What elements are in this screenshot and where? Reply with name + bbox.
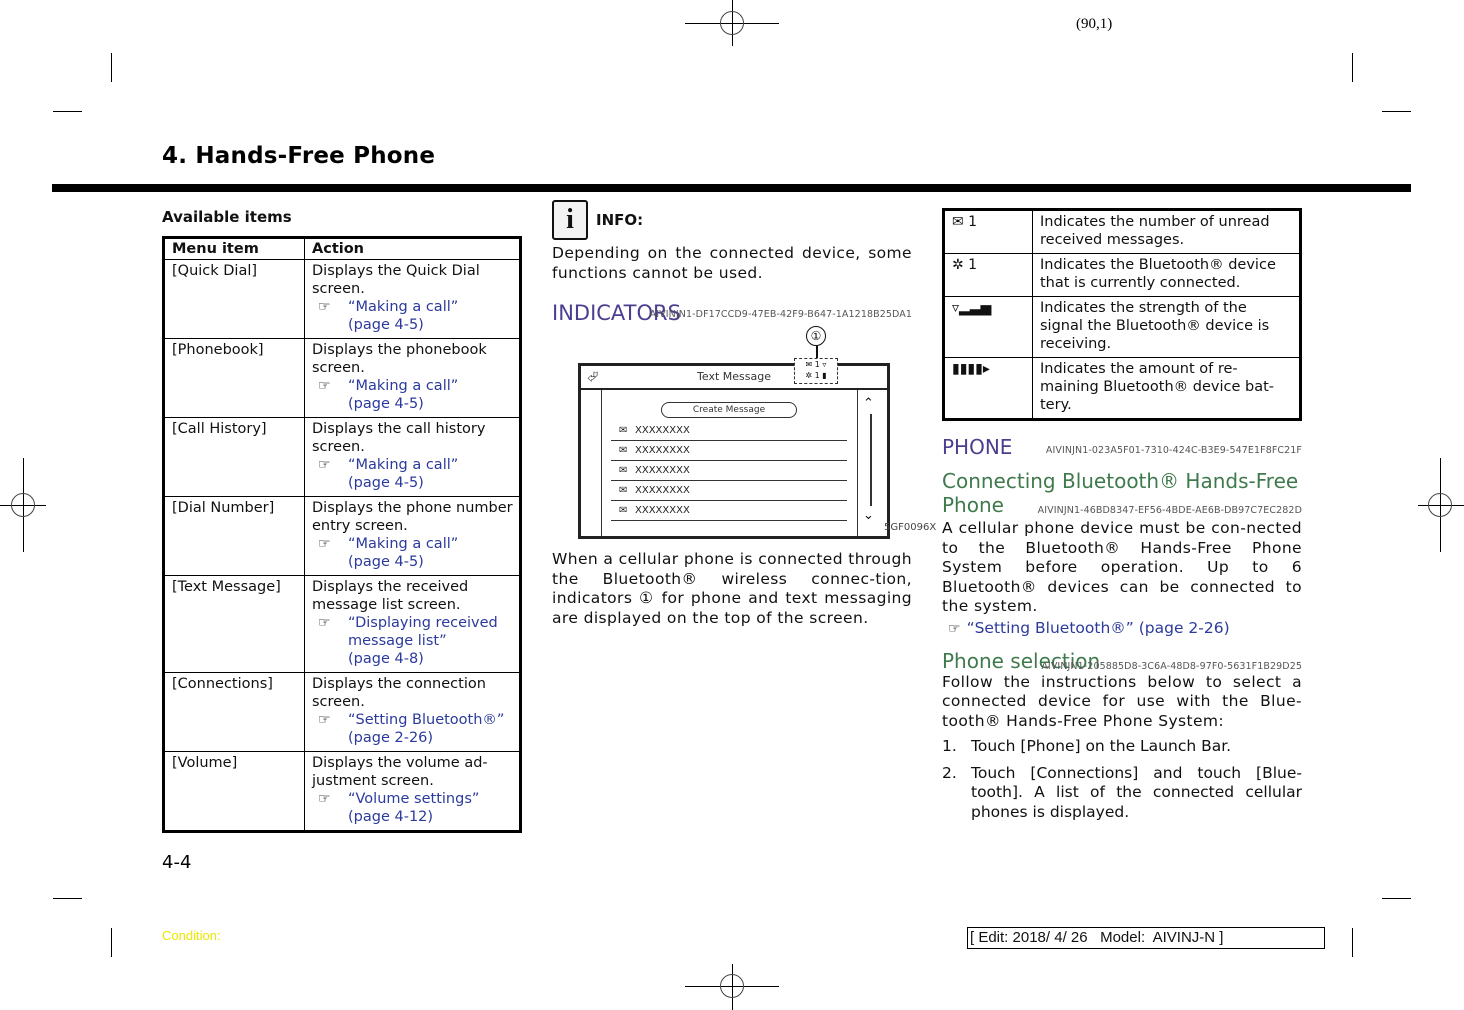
- cross-reference-link[interactable]: [942, 619, 1302, 637]
- table-row: [164, 418, 521, 497]
- menu-item-cell: [Quick Dial]: [164, 260, 305, 339]
- cross-reference-link[interactable]: [312, 456, 513, 492]
- reference-title: “Making a call”: [348, 378, 459, 394]
- right-column: [942, 208, 1302, 829]
- crop-mark: [111, 928, 112, 957]
- indicators-title: INDICATORS: [552, 301, 681, 325]
- indicators-heading: [552, 301, 912, 325]
- registration-circle-icon: [1428, 493, 1452, 517]
- crop-mark: [1382, 898, 1411, 899]
- connecting-heading: [942, 469, 1302, 517]
- crop-mark: [111, 53, 112, 82]
- info-header: [552, 200, 912, 240]
- pointing-hand-icon: ☞: [318, 791, 331, 807]
- callout-number: ①: [806, 326, 826, 346]
- phone-heading: [942, 435, 1302, 461]
- menu-item-cell: [Call History]: [164, 418, 305, 497]
- screen-frame: [578, 363, 890, 539]
- reference-title: “Making a call”: [348, 536, 459, 552]
- indicator-table: [942, 208, 1302, 421]
- step-text: Touch [Connections] and touch [Blue-tooth]. A list of the connected cellular phones is displayed.: [971, 763, 1302, 821]
- text-message-screen-figure: [578, 326, 888, 536]
- action-text: Displays the phonebook screen.: [312, 342, 487, 376]
- pointing-hand-icon: ☞: [318, 457, 331, 473]
- pointing-hand-icon: ☞: [318, 712, 331, 728]
- reference-page: (page 4-12): [348, 809, 434, 825]
- list-item: [942, 764, 1302, 823]
- table-row: [164, 576, 521, 673]
- reference-page: (page 2-26): [348, 730, 434, 746]
- available-items-section: [162, 208, 522, 833]
- table-header-row: [164, 238, 521, 260]
- menu-item-cell: [Phonebook]: [164, 339, 305, 418]
- condition-label: Condition:: [162, 928, 221, 943]
- reference-title: “Making a call”: [348, 299, 459, 315]
- connecting-title: Connecting Bluetooth® Hands-Free Phone: [942, 469, 1299, 517]
- reference-title: “Setting Bluetooth®”: [348, 712, 505, 728]
- table-row: [944, 358, 1301, 420]
- message-list-item: ✉ XXXXXXXX: [611, 422, 847, 441]
- envelope-closed-icon: ✉: [619, 425, 628, 436]
- crop-mark: [1352, 928, 1353, 957]
- reference-title: “Displaying received message list”: [348, 615, 498, 649]
- indicator-description: Indicates the number of unread received messages.: [1033, 210, 1301, 254]
- envelope-open-icon: ✉: [619, 505, 628, 516]
- action-text: Displays the received message list screen.: [312, 579, 469, 613]
- table-row: [164, 497, 521, 576]
- connecting-text: A cellular phone device must be con-nected to the Bluetooth® Hands-Free Phone System before operation. Up to 6 Bluetooth® devices can be connected to the system.: [942, 519, 1302, 615]
- action-text: Displays the connection screen.: [312, 676, 486, 710]
- screen-left-divider: [601, 390, 602, 536]
- table-row: [164, 260, 521, 339]
- table-row: [164, 752, 521, 832]
- bluetooth-icon: ✲ 1: [944, 254, 1033, 297]
- action-cell: [305, 339, 521, 418]
- back-arrow-icon: ⮰: [587, 369, 599, 385]
- page-number: 4-4: [162, 852, 192, 873]
- cross-reference-link[interactable]: [312, 298, 513, 334]
- signal-strength-icon: ▿▂▃▅: [944, 297, 1033, 358]
- registration-circle-icon: [11, 493, 35, 517]
- action-cell: [305, 418, 521, 497]
- pointing-hand-icon: ☞: [318, 615, 331, 631]
- available-items-table: [162, 236, 522, 833]
- phone-title: PHONE: [942, 435, 1013, 459]
- table-row: [164, 673, 521, 752]
- phone-doc-id: AIVINJN1-023A5F01-7310-424C-B3E9-547E1F8FC21F: [1045, 445, 1302, 456]
- reference-page: (page 4-5): [348, 317, 424, 333]
- indicators-description: When a cellular phone is connected through the Bluetooth® wireless connec-tion, indicators ① for phone and text messaging are displayed on the top of the screen.: [552, 550, 912, 627]
- message-list-item: ✉ XXXXXXXX: [611, 502, 847, 521]
- action-cell: [305, 497, 521, 576]
- column-header-menu-item: Menu item: [164, 238, 305, 260]
- cross-reference-link[interactable]: [312, 711, 513, 747]
- action-text: Displays the volume ad-justment screen.: [312, 755, 488, 789]
- menu-item-cell: [Dial Number]: [164, 497, 305, 576]
- indicators-doc-id: AIVINJN1-DF17CCD9-47EB-42F9-B647-1A1218B25DA1: [649, 309, 912, 320]
- action-text: Displays the Quick Dial screen.: [312, 263, 480, 297]
- indicator-bottom-row: ✲ 1 ▮: [805, 371, 827, 380]
- figure-code: 5GF0096X: [884, 522, 937, 533]
- envelope-open-icon: ✉: [619, 465, 628, 476]
- reference-page: (page 4-8): [348, 651, 424, 667]
- connecting-doc-id: AIVINJN1-46BD8347-EF56-4BDE-AE6B-DB97C7EC282D: [1037, 505, 1302, 516]
- pointing-hand-icon: ☞: [318, 536, 331, 552]
- screen-title: Text Message: [581, 366, 887, 390]
- phone-selection-intro: Follow the instructions below to select a connected device for use with the Blue-tooth® Hands-Free Phone System:: [942, 672, 1302, 730]
- phone-selection-heading: [942, 649, 1302, 673]
- scroll-up-icon: ⌃: [863, 396, 874, 411]
- scroll-down-icon: ⌄: [863, 508, 874, 523]
- info-indicators-section: [552, 200, 912, 325]
- crop-mark: [53, 898, 82, 899]
- reference-title: “Making a call”: [348, 457, 459, 473]
- table-row: [944, 297, 1301, 358]
- action-cell: [305, 752, 521, 832]
- available-items-heading: Available items: [162, 208, 292, 226]
- indicator-description: Indicates the amount of re-maining Bluetooth® device bat-tery.: [1033, 358, 1301, 420]
- cross-reference-link[interactable]: [312, 377, 513, 413]
- crop-mark: [1382, 111, 1411, 112]
- reference-page: (page 4-5): [348, 554, 424, 570]
- column-header-action: Action: [305, 238, 521, 260]
- pointing-hand-icon: ☞: [948, 620, 961, 637]
- action-cell: [305, 673, 521, 752]
- list-item: [942, 737, 1302, 757]
- envelope-open-icon: ✉: [619, 485, 628, 496]
- reference-title: “Volume settings”: [348, 791, 480, 807]
- action-cell: [305, 260, 521, 339]
- edit-info-box: [ Edit: 2018/ 4/ 26 Model: AIVINJ-N ]: [967, 927, 1325, 949]
- pointing-hand-icon: ☞: [318, 299, 331, 315]
- create-message-button: Create Message: [661, 402, 797, 418]
- crop-mark: [1352, 53, 1353, 82]
- action-cell: [305, 576, 521, 673]
- envelope-icon: ✉ 1: [944, 210, 1033, 254]
- cross-reference-link[interactable]: [312, 535, 513, 571]
- pointing-hand-icon: ☞: [318, 378, 331, 394]
- indicator-description: Indicates the Bluetooth® device that is currently connected.: [1033, 254, 1301, 297]
- scrollbar-track: [870, 414, 872, 506]
- phone-selection-doc-id: AIVINJN1-205885D8-3C6A-48D8-97F0-5631F1B29D25: [1041, 660, 1302, 672]
- table-row: [164, 339, 521, 418]
- table-row: [944, 254, 1301, 297]
- step-number: 2.: [942, 763, 957, 782]
- message-list-item: ✉ XXXXXXXX: [611, 442, 847, 461]
- reference-page: (page 4-5): [348, 475, 424, 491]
- table-row: [944, 210, 1301, 254]
- cross-reference-link[interactable]: [312, 790, 513, 826]
- info-icon: i: [552, 200, 588, 240]
- screen-right-divider: [857, 390, 858, 536]
- cross-reference-link[interactable]: [312, 614, 513, 668]
- info-label: INFO:: [596, 211, 644, 229]
- phone-selection-title: Phone selection: [942, 648, 1101, 673]
- chapter-title: 4. Hands-Free Phone: [162, 143, 436, 169]
- registration-circle-icon: [720, 11, 744, 35]
- message-list-item: ✉ XXXXXXXX: [611, 462, 847, 481]
- chapter-rule: [52, 184, 1411, 192]
- menu-item-cell: [Volume]: [164, 752, 305, 832]
- indicator-top-row: ✉ 1 ▿: [805, 360, 827, 369]
- step-number: 1.: [942, 737, 957, 755]
- step-text: Touch [Phone] on the Launch Bar.: [971, 737, 1232, 755]
- status-indicator-box: [794, 358, 838, 384]
- battery-icon: ▮▮▮▮▸: [944, 358, 1033, 420]
- menu-item-cell: [Text Message]: [164, 576, 305, 673]
- action-text: Displays the call history screen.: [312, 421, 486, 455]
- info-text: Depending on the connected device, some functions cannot be used.: [552, 244, 912, 282]
- steps-list: [942, 737, 1302, 822]
- envelope-open-icon: ✉: [619, 445, 628, 456]
- indicator-description: Indicates the strength of the signal the Bluetooth® device is receiving.: [1033, 297, 1301, 358]
- page-marker: (90,1): [1076, 16, 1113, 32]
- registration-circle-icon: [720, 974, 744, 998]
- menu-item-cell: [Connections]: [164, 673, 305, 752]
- reference-title: “Setting Bluetooth®” (page 2-26): [966, 618, 1230, 637]
- reference-page: (page 4-5): [348, 396, 424, 412]
- action-text: Displays the phone number entry screen.: [312, 500, 513, 534]
- message-list-item: ✉ XXXXXXXX: [611, 482, 847, 501]
- crop-mark: [53, 111, 82, 112]
